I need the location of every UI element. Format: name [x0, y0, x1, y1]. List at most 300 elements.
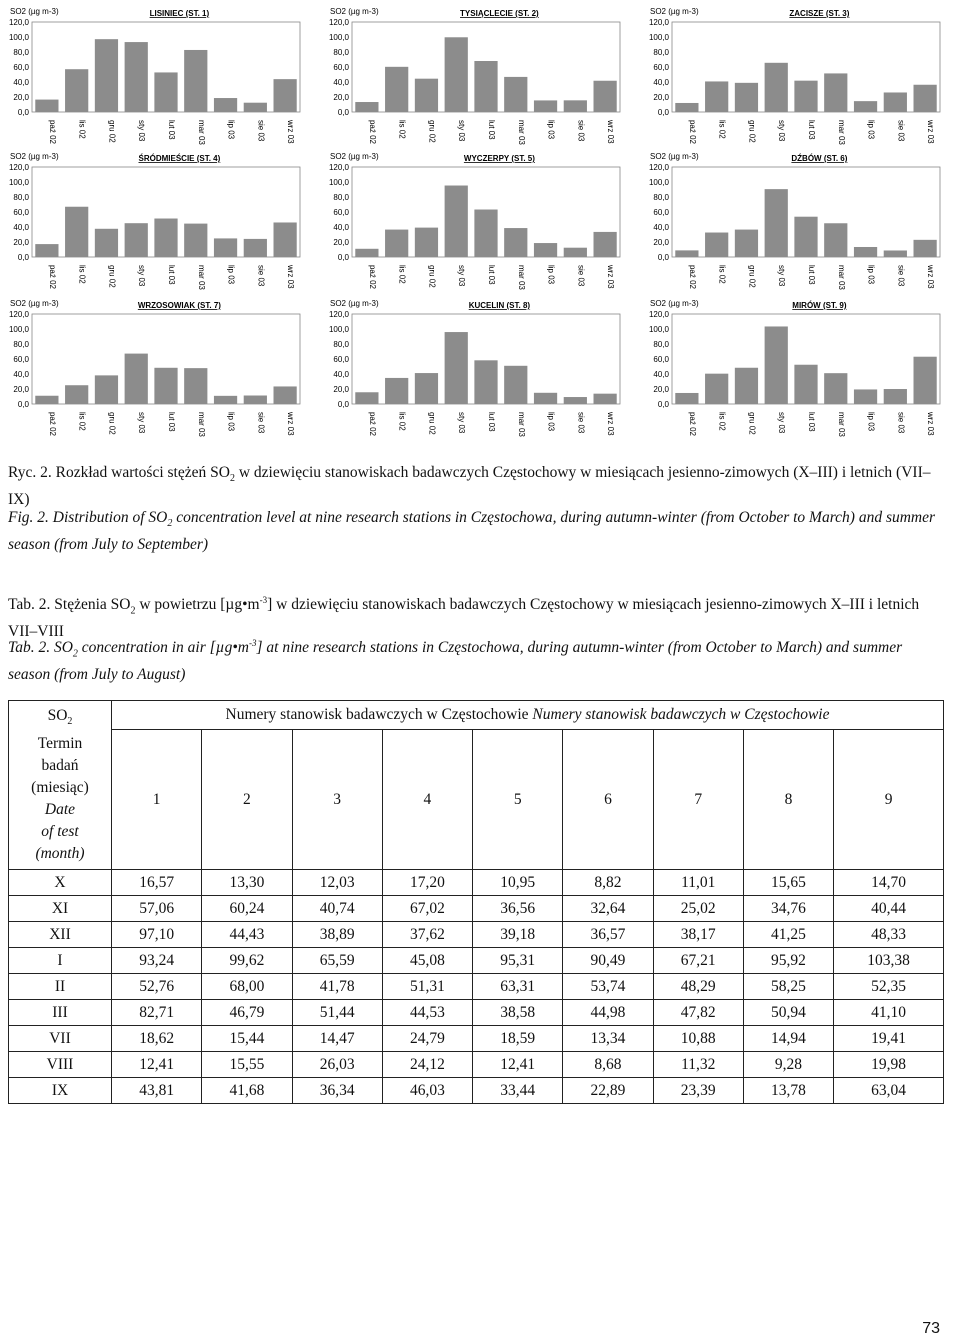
value-cell: 38,17 — [653, 922, 743, 948]
x-category-label: paź 02 — [687, 265, 697, 290]
value-cell: 12,41 — [473, 1052, 563, 1078]
value-cell: 11,32 — [653, 1052, 743, 1078]
y-tick-label: 80,0 — [13, 340, 29, 349]
bar — [65, 385, 88, 404]
value-cell: 14,70 — [834, 870, 944, 896]
x-category-label: mar 03 — [836, 412, 846, 437]
station-column-header: 6 — [563, 730, 653, 870]
x-category-label: lis 02 — [397, 120, 407, 139]
bar — [244, 239, 267, 257]
value-cell: 24,79 — [382, 1026, 472, 1052]
y-axis-label: SO2 (µg m-3) — [330, 152, 379, 161]
x-category-label: wrz 03 — [286, 120, 296, 144]
chart-title: DŹBÓW (ST. 6) — [791, 154, 848, 163]
y-tick-label: 0,0 — [337, 253, 349, 262]
y-tick-label: 0,0 — [657, 108, 669, 117]
x-category-label: sty 03 — [457, 265, 467, 287]
value-cell: 46,03 — [382, 1078, 472, 1104]
bar — [675, 103, 698, 112]
chart-title: ŚRÓDMIEŚCIE (ST. 4) — [138, 154, 221, 163]
bar — [705, 374, 728, 404]
x-category-label: sie 03 — [576, 412, 586, 434]
value-cell: 14,47 — [292, 1026, 382, 1052]
y-tick-label: 20,0 — [333, 385, 349, 394]
y-axis-label: SO2 (µg m-3) — [10, 152, 59, 161]
table-row — [9, 948, 944, 974]
y-tick-label: 40,0 — [13, 370, 29, 379]
value-cell: 41,25 — [743, 922, 833, 948]
y-tick-label: 0,0 — [17, 108, 29, 117]
bar — [765, 63, 788, 112]
value-cell: 58,25 — [743, 974, 833, 1000]
table-row — [9, 922, 944, 948]
value-cell: 38,58 — [473, 1000, 563, 1026]
value-cell: 39,18 — [473, 922, 563, 948]
y-tick-label: 120,0 — [648, 18, 669, 27]
y-tick-label: 100,0 — [8, 178, 29, 187]
bar-chart — [329, 152, 620, 290]
month-cell: I — [9, 948, 112, 974]
bar-chart — [649, 299, 940, 437]
month-cell: VII — [9, 1026, 112, 1052]
x-category-label: sie 03 — [896, 265, 906, 287]
bar — [415, 228, 438, 257]
station-column-header: 5 — [473, 730, 563, 870]
x-category-label: lip 03 — [226, 412, 236, 432]
bar — [735, 368, 758, 404]
value-cell: 36,56 — [473, 896, 563, 922]
value-cell: 13,34 — [563, 1026, 653, 1052]
x-category-label: wrz 03 — [606, 412, 616, 436]
x-category-label: lip 03 — [546, 265, 556, 285]
x-category-label: lis 02 — [717, 120, 727, 139]
value-cell: 103,38 — [834, 948, 944, 974]
bar — [854, 101, 877, 112]
x-category-label: lut 03 — [167, 412, 176, 432]
x-category-label: wrz 03 — [926, 120, 936, 144]
value-cell: 8,68 — [563, 1052, 653, 1078]
y-tick-label: 120,0 — [8, 18, 29, 27]
station-column-header: 8 — [743, 730, 833, 870]
month-cell: XI — [9, 896, 112, 922]
x-category-label: paź 02 — [47, 120, 57, 145]
x-category-label: sie 03 — [576, 120, 586, 142]
y-tick-label: 20,0 — [653, 385, 669, 394]
bar-chart — [649, 7, 940, 145]
bar — [765, 326, 788, 404]
x-category-label: lip 03 — [226, 265, 236, 285]
value-cell: 24,12 — [382, 1052, 472, 1078]
x-category-label: lis 02 — [397, 265, 407, 284]
value-cell: 47,82 — [653, 1000, 743, 1026]
y-tick-label: 0,0 — [337, 400, 349, 409]
bar — [593, 232, 616, 257]
value-cell: 48,29 — [653, 974, 743, 1000]
value-cell: 12,41 — [112, 1052, 202, 1078]
bar — [794, 217, 817, 257]
value-cell: 38,89 — [292, 922, 382, 948]
x-category-label: lut 03 — [807, 120, 816, 140]
x-category-label: wrz 03 — [606, 265, 616, 289]
y-tick-label: 120,0 — [648, 310, 669, 319]
x-category-label: lip 03 — [866, 120, 876, 140]
y-tick-label: 80,0 — [13, 193, 29, 202]
bar — [593, 394, 616, 404]
table-caption-pl: Tab. 2. Stężenia $SO_2$ w powietrzu $[\mu g•m^{-3}]$ w dziewięciu stanowiskach badawczych Częstochowy w miesiącach jesienno-zimowych X–III i letnich VII–VIII — [8, 595, 920, 641]
x-category-label: paź 02 — [47, 265, 57, 290]
bar — [273, 222, 296, 257]
month-cell: X — [9, 870, 112, 896]
bar — [474, 210, 497, 257]
value-cell: 32,64 — [563, 896, 653, 922]
y-tick-label: 80,0 — [333, 48, 349, 57]
value-cell: 12,03 — [292, 870, 382, 896]
x-category-label: mar 03 — [196, 412, 206, 437]
value-cell: 52,35 — [834, 974, 944, 1000]
bar — [593, 81, 616, 112]
bar — [794, 365, 817, 404]
value-cell: 37,62 — [382, 922, 472, 948]
value-cell: 40,74 — [292, 896, 382, 922]
value-cell: 68,00 — [202, 974, 292, 1000]
value-cell: 51,44 — [292, 1000, 382, 1026]
y-tick-label: 20,0 — [333, 238, 349, 247]
y-tick-label: 60,0 — [13, 208, 29, 217]
bar — [184, 50, 207, 112]
x-category-label: gru 02 — [427, 412, 437, 435]
x-category-label: sty 03 — [777, 265, 787, 287]
bar — [184, 224, 207, 257]
y-axis-label: SO2 (µg m-3) — [650, 7, 699, 16]
month-cell: II — [9, 974, 112, 1000]
x-category-label: sie 03 — [256, 412, 266, 434]
y-axis-label: SO2 (µg m-3) — [650, 152, 699, 161]
x-category-label: sty 03 — [457, 120, 467, 142]
bar — [884, 250, 907, 257]
value-cell: 18,62 — [112, 1026, 202, 1052]
month-cell: III — [9, 1000, 112, 1026]
x-category-label: lip 03 — [546, 412, 556, 432]
x-category-label: lut 03 — [167, 120, 176, 140]
value-cell: 41,10 — [834, 1000, 944, 1026]
x-category-label: lut 03 — [807, 265, 816, 285]
y-axis-label: SO2 (µg m-3) — [10, 7, 59, 16]
y-tick-label: 100,0 — [8, 325, 29, 334]
value-cell: 25,02 — [653, 896, 743, 922]
value-cell: 17,20 — [382, 870, 472, 896]
x-category-label: gru 02 — [427, 265, 437, 288]
bar — [125, 223, 148, 257]
y-tick-label: 60,0 — [13, 355, 29, 364]
x-category-label: wrz 03 — [926, 265, 936, 289]
x-category-label: gru 02 — [107, 412, 117, 435]
value-cell: 95,31 — [473, 948, 563, 974]
value-cell: 93,24 — [112, 948, 202, 974]
bar — [184, 368, 207, 404]
page-number: 73 — [922, 1320, 940, 1337]
chart-title: WRZOSOWIAK (ST. 7) — [137, 301, 221, 310]
bar — [154, 72, 177, 112]
y-tick-label: 60,0 — [653, 355, 669, 364]
bar — [385, 378, 408, 404]
bar — [415, 373, 438, 404]
bar — [154, 368, 177, 404]
value-cell: 19,98 — [834, 1052, 944, 1078]
value-cell: 18,59 — [473, 1026, 563, 1052]
value-cell: 46,79 — [202, 1000, 292, 1026]
value-cell: 52,76 — [112, 974, 202, 1000]
x-category-label: mar 03 — [196, 120, 206, 145]
x-category-label: wrz 03 — [286, 265, 296, 289]
value-cell: 15,65 — [743, 870, 833, 896]
month-cell: XII — [9, 922, 112, 948]
table-row — [9, 1078, 944, 1104]
bar — [273, 386, 296, 404]
value-cell: 10,95 — [473, 870, 563, 896]
x-category-label: lut 03 — [487, 120, 496, 140]
x-category-label: mar 03 — [836, 265, 846, 290]
y-tick-label: 80,0 — [653, 340, 669, 349]
bar — [534, 243, 557, 257]
x-category-label: lip 03 — [866, 412, 876, 432]
value-cell: 99,62 — [202, 948, 292, 974]
bar — [913, 357, 936, 404]
x-category-label: gru 02 — [107, 120, 117, 143]
x-category-label: paź 02 — [367, 120, 377, 145]
bar — [765, 189, 788, 257]
bar — [445, 37, 468, 112]
value-cell: 22,89 — [563, 1078, 653, 1104]
chart-title: WYCZERPY (ST. 5) — [463, 154, 535, 163]
y-tick-label: 120,0 — [328, 18, 349, 27]
y-tick-label: 20,0 — [13, 385, 29, 394]
bar — [385, 67, 408, 112]
y-tick-label: 100,0 — [328, 33, 349, 42]
value-cell: 13,30 — [202, 870, 292, 896]
value-cell: 13,78 — [743, 1078, 833, 1104]
bar — [794, 81, 817, 112]
station-column-header: 4 — [382, 730, 472, 870]
chart-title: LISINIEC (ST. 1) — [149, 9, 210, 18]
bar-chart — [9, 152, 300, 290]
value-cell: 41,78 — [292, 974, 382, 1000]
bar — [534, 393, 557, 404]
x-category-label: sty 03 — [777, 120, 787, 142]
bar — [355, 249, 378, 257]
value-cell: 26,03 — [292, 1052, 382, 1078]
bar — [564, 100, 587, 112]
bar — [884, 92, 907, 112]
value-cell: 8,82 — [563, 870, 653, 896]
bar — [564, 397, 587, 404]
y-tick-label: 40,0 — [653, 370, 669, 379]
y-axis-label: SO2 (µg m-3) — [330, 7, 379, 16]
x-category-label: sty 03 — [457, 412, 467, 434]
bar — [474, 360, 497, 404]
bar — [913, 85, 936, 112]
x-category-label: wrz 03 — [926, 412, 936, 436]
x-category-label: mar 03 — [516, 265, 526, 290]
y-tick-label: 40,0 — [653, 78, 669, 87]
x-category-label: lis 02 — [717, 265, 727, 284]
value-cell: 97,10 — [112, 922, 202, 948]
bar — [474, 61, 497, 112]
bar — [244, 396, 267, 404]
y-tick-label: 60,0 — [653, 63, 669, 72]
y-tick-label: 60,0 — [333, 63, 349, 72]
bar — [824, 73, 847, 112]
bar — [705, 233, 728, 257]
x-category-label: wrz 03 — [606, 120, 616, 144]
x-category-label: sie 03 — [896, 412, 906, 434]
y-tick-label: 60,0 — [333, 208, 349, 217]
y-tick-label: 120,0 — [328, 163, 349, 172]
bar — [854, 247, 877, 257]
y-tick-label: 120,0 — [8, 163, 29, 172]
table-corner-header: $SO_2$ Termin badań (miesiąc) Date of test (month) — [9, 701, 112, 870]
bar — [564, 248, 587, 257]
bar — [854, 389, 877, 404]
bar — [675, 393, 698, 404]
bar — [125, 354, 148, 404]
value-cell: 11,01 — [653, 870, 743, 896]
x-category-label: sty 03 — [137, 412, 147, 434]
y-tick-label: 40,0 — [13, 223, 29, 232]
bar — [95, 375, 118, 404]
y-tick-label: 40,0 — [333, 370, 349, 379]
value-cell: 14,94 — [743, 1026, 833, 1052]
value-cell: 15,55 — [202, 1052, 292, 1078]
x-category-label: lut 03 — [167, 265, 176, 285]
bar — [65, 207, 88, 257]
bar — [735, 83, 758, 112]
value-cell: 41,68 — [202, 1078, 292, 1104]
y-tick-label: 80,0 — [653, 193, 669, 202]
value-cell: 50,94 — [743, 1000, 833, 1026]
x-category-label: lip 03 — [546, 120, 556, 140]
x-category-label: sie 03 — [256, 120, 266, 142]
y-axis-label: SO2 (µg m-3) — [650, 299, 699, 308]
value-cell: 60,24 — [202, 896, 292, 922]
value-cell: 65,59 — [292, 948, 382, 974]
y-tick-label: 80,0 — [653, 48, 669, 57]
value-cell: 36,34 — [292, 1078, 382, 1104]
y-tick-label: 20,0 — [13, 93, 29, 102]
bar — [154, 219, 177, 257]
y-tick-label: 60,0 — [653, 208, 669, 217]
y-tick-label: 40,0 — [333, 78, 349, 87]
y-tick-label: 0,0 — [17, 400, 29, 409]
x-category-label: mar 03 — [516, 412, 526, 437]
bar — [95, 229, 118, 257]
y-tick-label: 40,0 — [13, 78, 29, 87]
figure-caption-en: Fig. 2. Distribution of $SO_2$ concentration level at nine research stations in Częstochowa, during autumn-winter (from October to March) and summer season (from July to September) — [8, 509, 936, 554]
bar-chart — [329, 7, 620, 145]
value-cell: 82,71 — [112, 1000, 202, 1026]
y-tick-label: 100,0 — [648, 325, 669, 334]
x-category-label: paź 02 — [367, 265, 377, 290]
y-tick-label: 80,0 — [13, 48, 29, 57]
value-cell: 34,76 — [743, 896, 833, 922]
x-category-label: lut 03 — [487, 265, 496, 285]
station-column-header: 7 — [653, 730, 743, 870]
value-cell: 40,44 — [834, 896, 944, 922]
x-category-label: sty 03 — [777, 412, 787, 434]
figure-bar-charts — [0, 0, 960, 440]
bar — [824, 223, 847, 257]
value-cell: 95,92 — [743, 948, 833, 974]
bar-chart — [9, 299, 300, 437]
y-tick-label: 0,0 — [657, 400, 669, 409]
y-tick-label: 0,0 — [657, 253, 669, 262]
value-cell: 9,28 — [743, 1052, 833, 1078]
x-category-label: mar 03 — [196, 265, 206, 290]
x-category-label: paź 02 — [47, 412, 57, 437]
x-category-label: paź 02 — [367, 412, 377, 437]
x-category-label: gru 02 — [747, 412, 757, 435]
y-tick-label: 100,0 — [648, 178, 669, 187]
x-category-label: lut 03 — [487, 412, 496, 432]
y-tick-label: 80,0 — [333, 193, 349, 202]
y-axis-label: SO2 (µg m-3) — [10, 299, 59, 308]
bar — [65, 69, 88, 112]
y-axis-label: SO2 (µg m-3) — [330, 299, 379, 308]
table-row — [9, 1000, 944, 1026]
bar — [675, 250, 698, 257]
value-cell: 67,02 — [382, 896, 472, 922]
bar — [95, 39, 118, 112]
y-tick-label: 20,0 — [333, 93, 349, 102]
bar — [913, 240, 936, 257]
x-category-label: lis 02 — [397, 412, 407, 431]
y-tick-label: 120,0 — [328, 310, 349, 319]
bar — [35, 396, 58, 404]
bar — [824, 373, 847, 404]
y-tick-label: 20,0 — [653, 93, 669, 102]
value-cell: 43,81 — [112, 1078, 202, 1104]
x-category-label: sty 03 — [137, 120, 147, 142]
y-tick-label: 120,0 — [8, 310, 29, 319]
value-cell: 67,21 — [653, 948, 743, 974]
chart-title: TYSIĄCLECIE (ST. 2) — [460, 9, 539, 18]
x-category-label: lis 02 — [77, 120, 87, 139]
x-category-label: lis 02 — [77, 412, 87, 431]
x-category-label: lip 03 — [866, 265, 876, 285]
station-column-header: 2 — [202, 730, 292, 870]
y-tick-label: 40,0 — [653, 223, 669, 232]
bar-chart — [329, 299, 620, 437]
bar — [705, 81, 728, 112]
value-cell: 90,49 — [563, 948, 653, 974]
value-cell: 16,57 — [112, 870, 202, 896]
value-cell: 44,53 — [382, 1000, 472, 1026]
bar — [445, 332, 468, 404]
value-cell: 48,33 — [834, 922, 944, 948]
bar — [534, 100, 557, 112]
value-cell: 44,98 — [563, 1000, 653, 1026]
y-tick-label: 100,0 — [8, 33, 29, 42]
month-cell: VIII — [9, 1052, 112, 1078]
table-row — [9, 974, 944, 1000]
y-tick-label: 20,0 — [653, 238, 669, 247]
value-cell: 57,06 — [112, 896, 202, 922]
y-tick-label: 20,0 — [13, 238, 29, 247]
bar — [385, 230, 408, 257]
x-category-label: gru 02 — [747, 265, 757, 288]
table-row — [9, 870, 944, 896]
value-cell: 53,74 — [563, 974, 653, 1000]
so2-table-wrapper — [8, 700, 944, 1104]
